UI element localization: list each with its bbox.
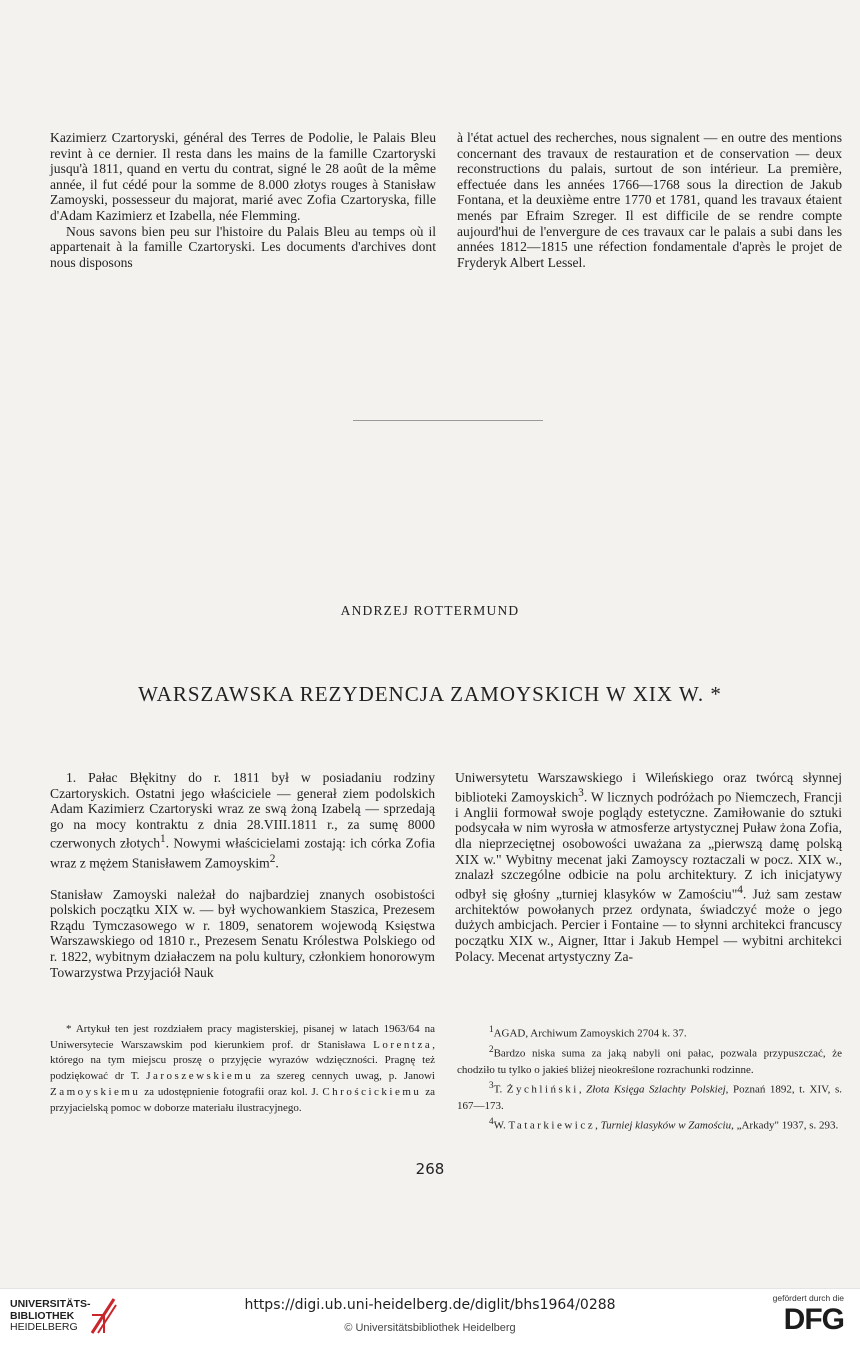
text-run: , „Arkady" 1937, s. 293.	[731, 1120, 839, 1133]
footnote-ref[interactable]: 1	[160, 833, 166, 846]
footnote-2	[457, 1042, 842, 1078]
text-run: 1. Pałac Błękitny do r. 1811 był w posiadaniu rodziny Czartoryskich. Ostatni jego właściciele — generał ziem podolskich Adam Kazimierz Czartoryski wraz ze swą żoną Izabelą — sprzedają go na mocy kontraktu z dnia 28.VIII.1811 r., za sumę 8000 czerwonych złotych	[50, 770, 435, 851]
text-run: T.	[493, 1084, 507, 1097]
footnote-number: 2	[489, 1044, 494, 1055]
text-run: W.	[493, 1120, 509, 1133]
funding-label: gefördert durch die	[772, 1293, 844, 1303]
footnote-ref[interactable]: 2	[269, 852, 276, 865]
text-run: . Nowymi właścicielami zostają: ich córka Zofia wraz z mężem Stanisławem Zamoyskim	[50, 835, 435, 871]
footnotes-right	[457, 1022, 842, 1135]
footnote-1	[457, 1022, 842, 1042]
footnotes-left	[50, 1022, 435, 1116]
person-name: Zamoyskiemu	[50, 1085, 141, 1098]
continuation-paragraph: à l'état actuel des recherches, nous signalent — en outre des mentions concernant des travaux de restauration et de conservation — deux reconstructions du palais, surtout de son intérieur. La première, effectuée dans les années 1766—1768 sous la direction de Jakub Fontana, et la deuxième entre 1770 et 1781, quand les travaux étaient menés par Efraim Szreger. Il est difficile de se rendre compte aujourd'hui de l'envergure de ces travaux car le palais a subi dans les années 1812—1815 une réfection fondamentale d'après le projet de Fryderyk Albert Lessel.	[457, 130, 842, 270]
person-name: Lorentza	[373, 1038, 433, 1051]
text-run: za udostępnienie fotografii oraz kol. J.	[140, 1085, 323, 1098]
section-divider	[353, 420, 543, 421]
text-run: ,	[578, 1084, 587, 1097]
permalink-url[interactable]: https://digi.ub.uni-heidelberg.de/diglit/bhs1964/0288	[244, 1297, 616, 1313]
text-run: Uniwersytetu Warszawskiego i Wileńskiego oraz twórcą słynnej biblioteki Zamoyskich	[455, 770, 842, 805]
footnote-number: 3	[489, 1080, 494, 1091]
cited-author: Żychliński	[506, 1084, 579, 1097]
text-run: , Poznań 1892, t. XIV, s. 167—173.	[457, 1084, 842, 1112]
copyright-notice: © Universitätsbibliothek Heidelberg	[344, 1322, 516, 1334]
footnote-ref[interactable]: 3	[578, 786, 584, 799]
text-run: za przyjacielską pomoc w doborze materiału ilustracyjnego.	[50, 1085, 436, 1114]
footnote-star	[50, 1022, 435, 1116]
body-left-column	[50, 770, 435, 980]
continuation-right-column	[457, 130, 842, 270]
library-logo-line: UNIVERSITÄTS-	[10, 1298, 91, 1310]
text-run: .	[275, 855, 279, 871]
article-title: WARSZAWSKA REZYDENCJA ZAMOYSKICH W XIX W. *	[138, 682, 722, 706]
footnote-number: 4	[489, 1116, 494, 1127]
text-run: ,	[595, 1120, 601, 1133]
body-paragraph: Stanisław Zamoyski należał do najbardziej znanych osobistości polskich początku XIX w. — był wychowankiem Staszica, Prezesem Rządu Tymczasowego w r. 1809, senatorem wojewodą Księstwa Warszawskiego od 1810 r., Prezesem Senatu Królestwa Polskiego od r. 1822, wybitnym działaczem na polu kultury, członkiem honorowym Towarzystwa Przyjaciół Nauk	[50, 886, 435, 980]
library-logo-line: HEIDELBERG	[10, 1321, 78, 1333]
text-run: . Już sam zestaw architektów powołanych przez ordynata, świadczyć może o jego dużych ambicjach. Percier i Fontaine — to słynni architekci francuscy początku XIX w., Aigner, Ittar i Jakub Hempel — wybitni architekci Polacy. Mecenat artystyczny Za-	[455, 886, 842, 964]
cited-title: Złota Księga Szlachty Polskiej	[586, 1084, 726, 1097]
footnote-text: AGAD, Archiwum Zamoyskich 2704 k. 37.	[493, 1027, 687, 1040]
continuation-left-column	[50, 130, 436, 270]
article-author: ANDRZEJ ROTTERMUND	[340, 603, 520, 618]
footnote-text: Bardzo niska suma za jaką nabyli oni pałac, pozwala przypuszczać, że chodziło tu tylko o jakieś bliżej nieokreślone rozrachunki rodzinne.	[457, 1048, 842, 1076]
continuation-paragraph: Kazimierz Czartoryski, général des Terres de Podolie, le Palais Bleu revint à ce dernier. Il resta dans les mains de la famille Czartoryski jusqu'à 1811, quand en vertu du contrat, signé le 28 août de la même année, il fut cédé pour la somme de 8.000 złotys rouges à Stanisław Zamoyski, possesseur du majorat, marié avec Zofia Czartoryska, fille d'Adam Kazimierz et Izabella, née Flemming.	[50, 130, 436, 223]
footnote-3	[457, 1078, 842, 1114]
footnote-4	[457, 1114, 842, 1134]
person-name: Jaroszewskiemu	[146, 1070, 254, 1083]
body-paragraph	[50, 770, 435, 871]
text-run: , którego na tym miejscu proszę o przyjęcie wyrazów wdzięczności. Pragnę też podziękować dr T.	[50, 1038, 435, 1083]
person-name: Chrościckiemu	[322, 1085, 422, 1098]
library-logo-line: BIBLIOTHEK	[10, 1309, 75, 1322]
text-run: * Artykuł ten jest rozdziałem pracy magisterskiej, pisanej w latach 1963/64 na Uniwersytecie Warszawskim pod kierunkiem prof. dr Stanisława	[50, 1023, 435, 1051]
viewer-footer	[0, 1288, 860, 1345]
cited-author: Tatarkiewicz	[508, 1120, 596, 1133]
dfg-logo[interactable]: DFG	[783, 1303, 844, 1336]
footnote-ref[interactable]: 4	[737, 883, 743, 896]
body-paragraph	[455, 770, 842, 964]
footnote-number: 1	[489, 1024, 494, 1034]
text-run: . W licznych podróżach po Niemczech, Francji i Anglii formował swoje poglądy estetyczne. Zamiłowanie do sztuki podsycała w nim wyrosła w atmosferze artystycznej Puław żona Zofia, dla nieprzeciętnej osobowości uważana za „pierwszą damę polską XIX w." Wybitny mecenat jaki Zamoyscy roztaczali w pocz. XIX w., znalazł szczególne odbicie na polu architektury. Z ich inicjatywy odbył się głośny „turniej klasyków w Zamościu"	[455, 789, 843, 902]
page-number: 268	[415, 1160, 445, 1178]
continuation-paragraph: Nous savons bien peu sur l'histoire du Palais Bleu au temps où il appartenait à la famille Czartoryski. Les documents d'archives dont nous disposons	[50, 223, 436, 270]
text-run: za szereg cennych uwag, p. Janowi	[253, 1070, 435, 1083]
cited-title: Turniej klasyków w Zamościu	[600, 1120, 732, 1133]
body-right-column	[455, 770, 842, 964]
